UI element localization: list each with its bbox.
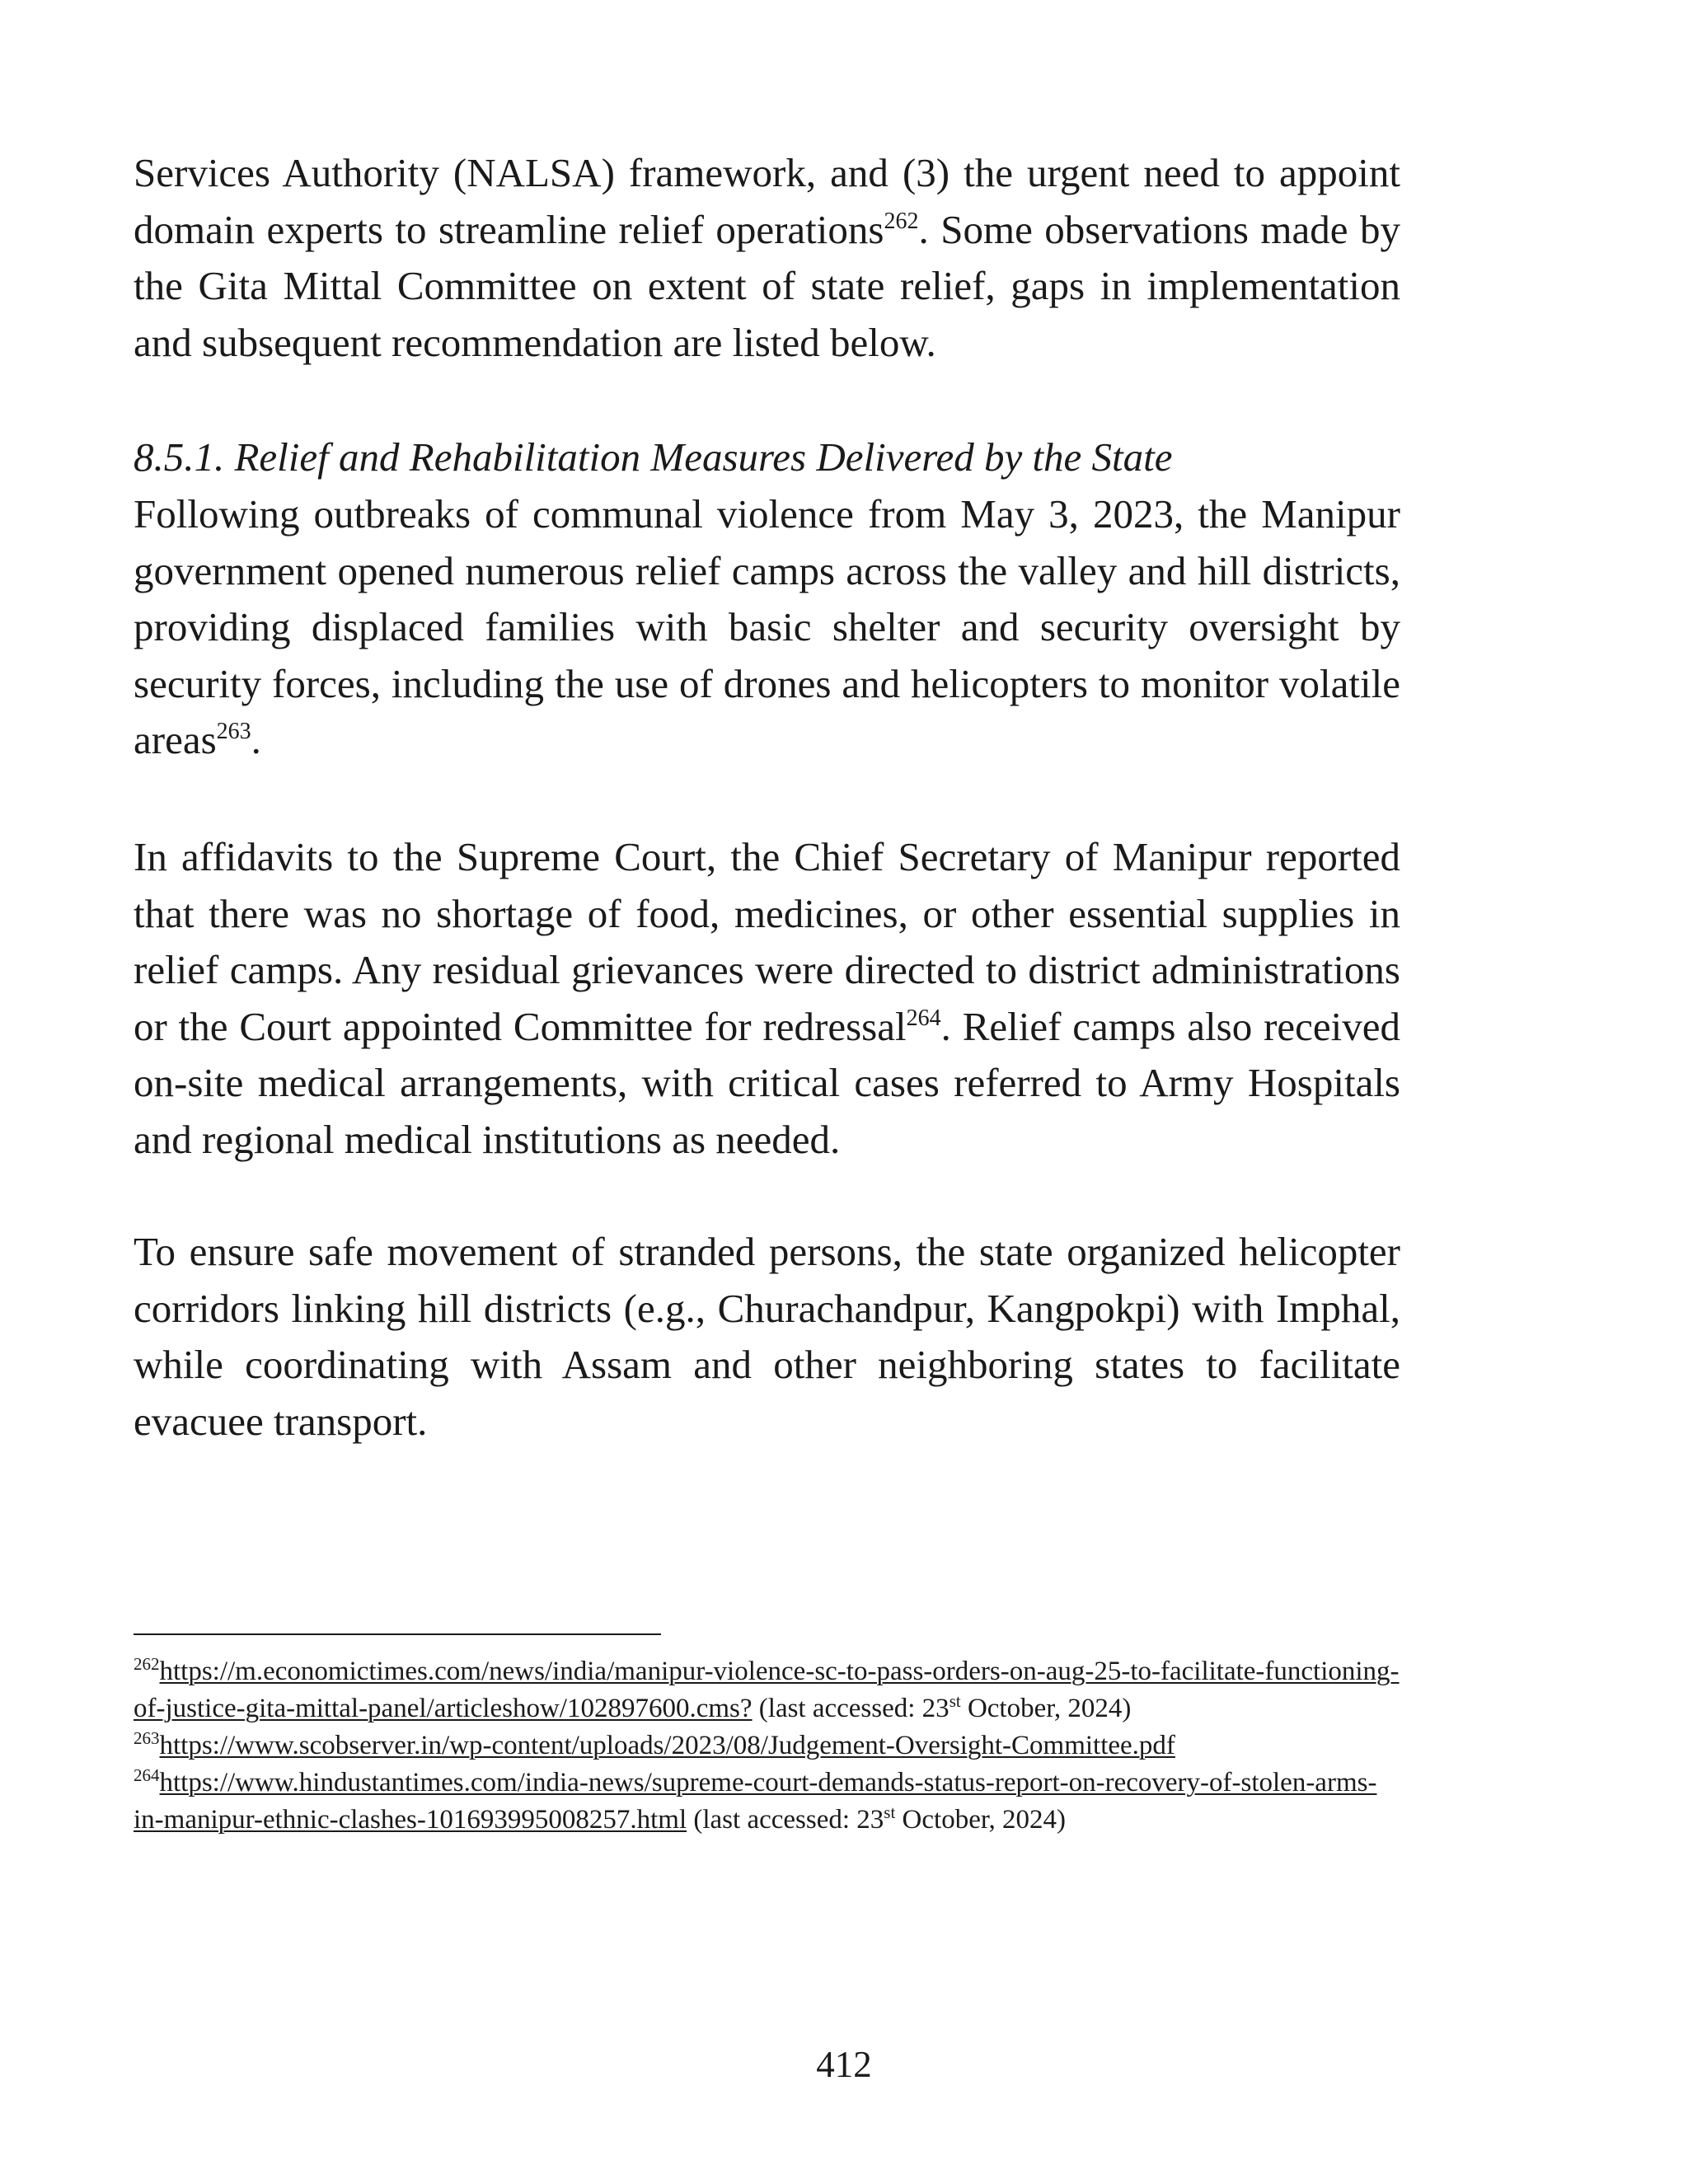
footnotes-section bbox=[134, 1653, 1403, 1839]
footnote-note: (last accessed: 23 bbox=[752, 1694, 950, 1723]
footnote bbox=[134, 1727, 1403, 1765]
paragraph-text: In affidavits to the Supreme Court, the Chief Secretary of Manipur reported that there was no shortage of food, medicines, or other essential supplies in relief camps. Any residual grievances were directed to district administrations or the Court appointed Committee for redressal bbox=[134, 834, 1400, 1049]
footnote-note: October, 2024) bbox=[960, 1694, 1132, 1723]
body-paragraph bbox=[134, 486, 1400, 769]
footnote-number: 263 bbox=[134, 1728, 160, 1748]
footnote-note: (last accessed: 23 bbox=[687, 1805, 884, 1835]
footnote-link[interactable]: https://www.hindustantimes.com/india-news/supreme-court-demands-status-report-on-recovery-of-stolen-arms-in-manipur-ethnic-clashes-101693995008257.html bbox=[134, 1768, 1377, 1835]
footnote bbox=[134, 1765, 1403, 1839]
paragraph-text: . Some observations made by the Gita Mittal Committee on extent of state relief, gaps in implementation and subsequent recommendation are listed below. bbox=[134, 206, 1400, 365]
footnote-number: 262 bbox=[134, 1654, 160, 1674]
paragraph-text: Following outbreaks of communal violence from May 3, 2023, the Manipur government opened numerous relief camps across the valley and hill districts, providing displaced families with basic shelter and security oversight by security forces, including the use of drones and helicopters to monitor volatile areas bbox=[134, 491, 1400, 762]
footnote-reference: 263 bbox=[216, 719, 251, 744]
body-paragraph bbox=[134, 145, 1400, 371]
footnote-link[interactable]: https://www.scobserver.in/wp-content/uploads/2023/08/Judgement-Oversight-Committee.pdf bbox=[159, 1731, 1175, 1760]
body-paragraph bbox=[134, 829, 1400, 1168]
footnote-divider bbox=[134, 1633, 661, 1635]
section-heading: 8.5.1. Relief and Rehabilitation Measures Delivered by the State bbox=[134, 434, 1173, 480]
ordinal-suffix: st bbox=[949, 1691, 961, 1711]
ordinal-suffix: st bbox=[884, 1802, 896, 1822]
paragraph-text: To ensure safe movement of stranded persons, the state organized helicopter corridors linking hill districts (e.g., Churachandpur, Kangpokpi) with Imphal, while coordinating with Assam and other neighboring states to facilitate evacuee transport. bbox=[134, 1229, 1400, 1444]
footnote bbox=[134, 1653, 1403, 1727]
footnote-number: 264 bbox=[134, 1765, 160, 1785]
paragraph-text: . bbox=[251, 717, 261, 762]
footnote-link[interactable]: https://m.economictimes.com/news/india/manipur-violence-sc-to-pass-orders-on-aug-25-to-facilitate-functioning-of-justice-gita-mittal-panel/articleshow/102897600.cms? bbox=[134, 1657, 1400, 1723]
footnote-reference: 264 bbox=[906, 1005, 941, 1031]
footnote-reference: 262 bbox=[884, 208, 919, 234]
body-paragraph bbox=[134, 1224, 1400, 1450]
paragraph-text: Services Authority (NALSA) framework, and (3) the urgent need to appoint domain experts to streamline relief operations bbox=[134, 150, 1400, 252]
paragraph-text: . Relief camps also received on-site medical arrangements, with critical cases referred to Army Hospitals and regional medical institutions as needed. bbox=[134, 1003, 1400, 1162]
footnote-note: October, 2024) bbox=[895, 1805, 1066, 1835]
page-number: 412 bbox=[816, 2044, 872, 2085]
